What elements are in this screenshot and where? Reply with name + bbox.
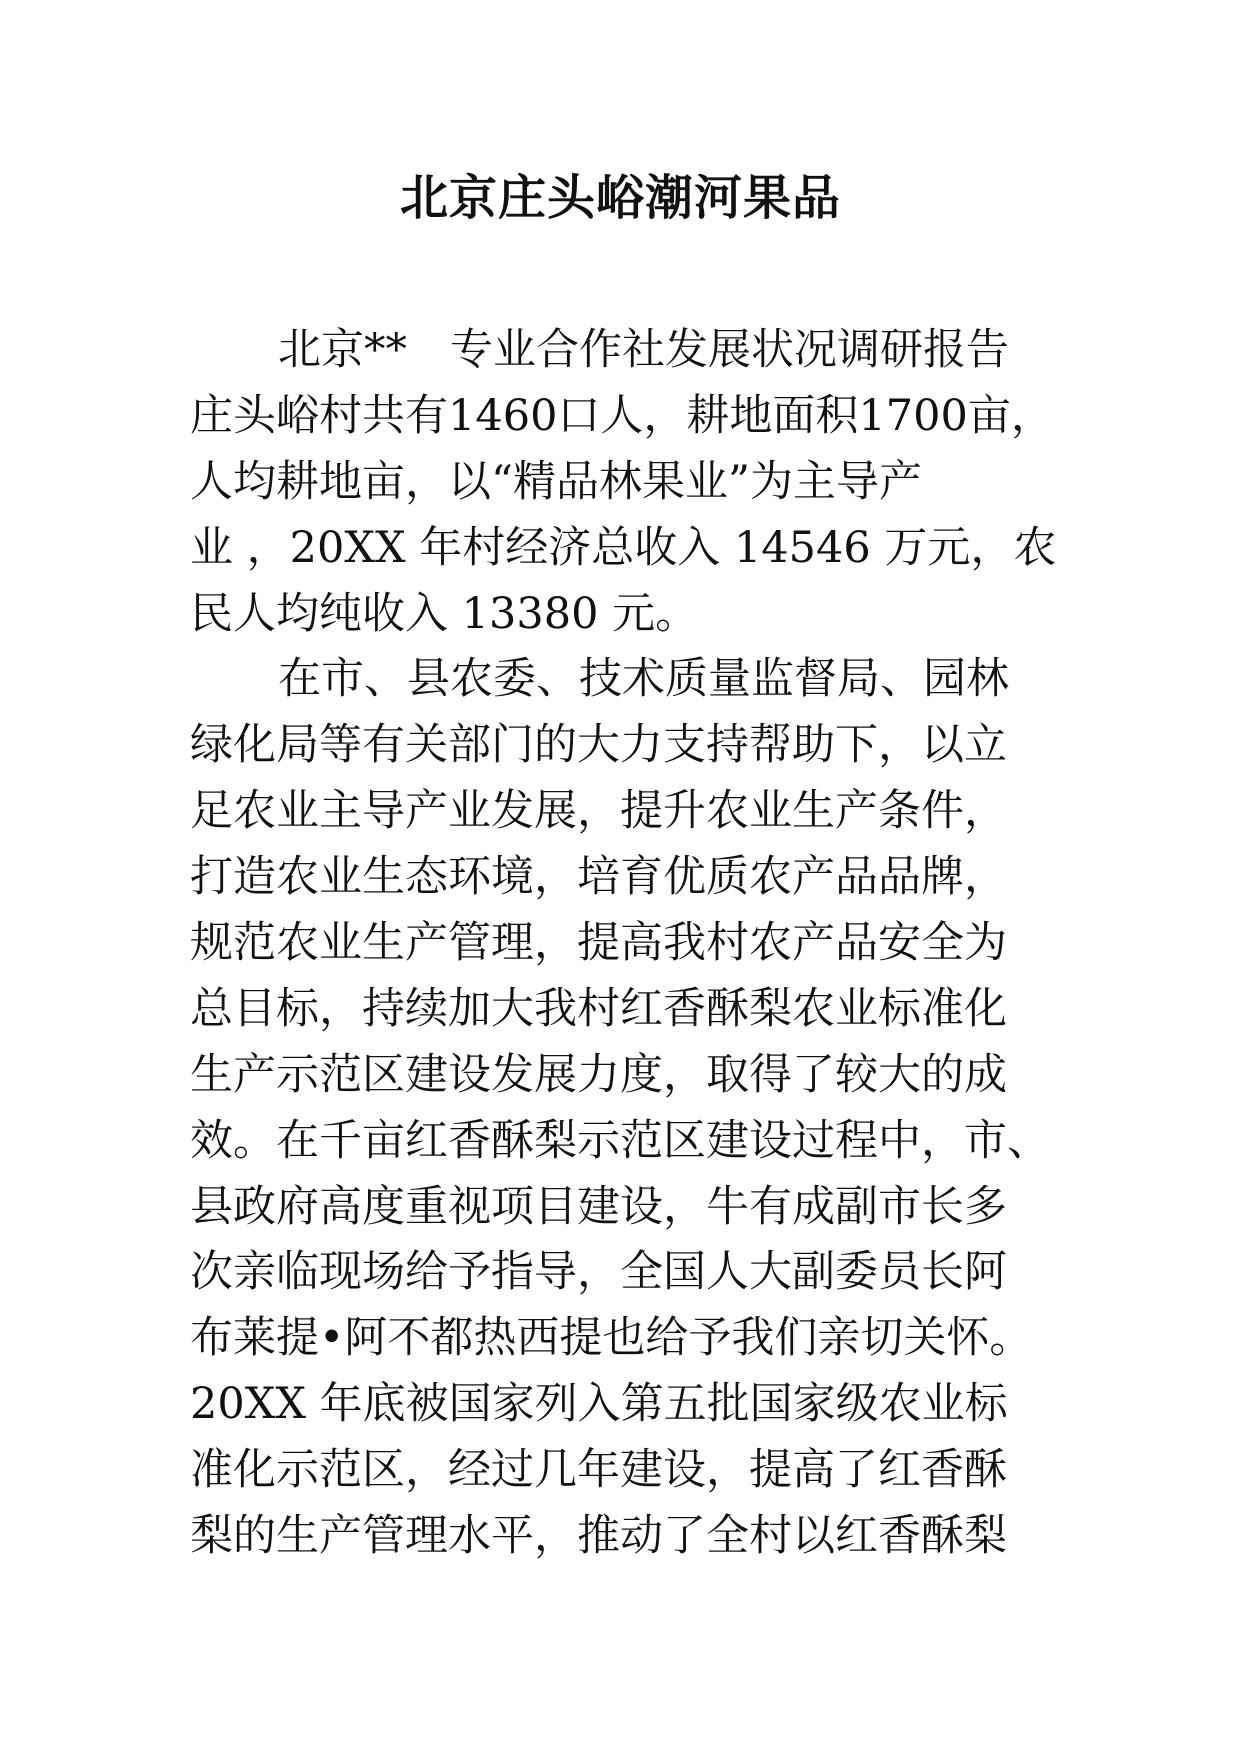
paragraph-line: 布莱提•阿不都热西提也给予我们亲切关怀。: [190, 1313, 1033, 1364]
paragraph-line: 次亲临现场给予指导，全国人大副委员长阿: [190, 1247, 1007, 1298]
paragraph-line: 业 ，20XX 年村经济总收入 14546 万元，农: [190, 522, 1057, 573]
paragraph-line: 县政府高度重视项目建设，牛有成副市长多: [190, 1181, 1007, 1232]
paragraph-line: 足农业主导产业发展，提升农业生产条件，: [190, 786, 1007, 837]
paragraph-line: 在市、县农委、技术质量监督局、园林: [278, 654, 1009, 705]
paragraph-line: 梨的生产管理水平，推动了全村以红香酥梨: [190, 1511, 1007, 1562]
paragraph-line: 打造农业生态环境，培育优质农产品品牌，: [190, 852, 1007, 903]
paragraph-line: 北京** 专业合作社发展状况调研报告: [278, 325, 1009, 375]
paragraph-line: 绿化局等有关部门的大力支持帮助下，以立: [190, 720, 1007, 771]
paragraph-line: 总目标，持续加大我村红香酥梨农业标准化: [190, 983, 1007, 1034]
paragraph-line: 准化示范区，经过几年建设，提高了红香酥: [190, 1445, 1007, 1496]
paragraph-line: 民人均纯收入 13380 元。: [190, 588, 699, 639]
paragraph-line: 庄头峪村共有1460口人，耕地面积1700亩，: [190, 390, 1054, 441]
paragraph-line: 人均耕地亩，以“精品林果业”为主导产: [190, 456, 922, 507]
document-body: [190, 318, 1090, 1570]
document-title: 北京庄头峪潮河果品: [399, 170, 841, 226]
paragraph-line: 20XX 年底被国家列入第五批国家级农业标: [190, 1379, 1008, 1430]
paragraph-line: 规范农业生产管理，提高我村农产品安全为: [190, 918, 1007, 969]
paragraph-line: 生产示范区建设发展力度，取得了较大的成: [190, 1049, 1007, 1100]
paragraph-line: 效。在千亩红香酥梨示范区建设过程中，市、: [190, 1115, 1050, 1166]
